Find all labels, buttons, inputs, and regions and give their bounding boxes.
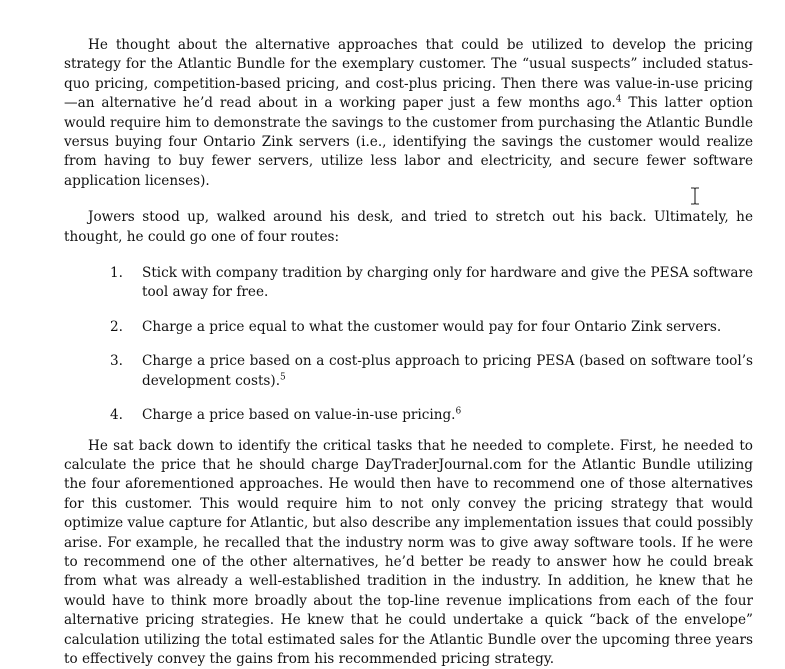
list-item-text: Charge a price based on a cost-plus approach to pricing PESA (based on software tool’s development costs).$^5$	[142, 352, 753, 391]
list-item-text: Stick with company tradition by charging only for hardware and give the PESA software tool away for free.	[142, 264, 753, 303]
list-number: 1.	[110, 264, 142, 303]
paragraph-critical-tasks: He sat back down to identify the critical tasks that he needed to complete. First, he needed to calculate the price that he should charge DayTraderJournal.com for the Atlantic Bundle utilizing the four aforementioned approaches. He would then have to recommend one of those alternatives for this customer. This would require him to not only convey the pricing strategy that would optimize value capture for Atlantic, but also describe any implementation issues that could possibly arise. For example, he recalled that the industry norm was to give away software tools. If he were to recommend one of the other alternatives, he’d better be ready to answer how he could break from what was already a well-established tradition in the industry. In addition, he knew that he would have to think more broadly about the top-line revenue implications from each of the four alternative pricing strategies. He knew that he could undertake a quick “back of the envelope” calculation utilizing the total estimated sales for the Atlantic Bundle over the upcoming three years to effectively convey the gains from his recommended pricing strategy.	[64, 437, 753, 669]
paragraph-gap	[64, 426, 753, 437]
list-number: 4.	[110, 406, 142, 425]
document-page	[64, 36, 753, 669]
list-number: 3.	[110, 352, 142, 391]
footnote-ref[interactable]: 4	[616, 95, 622, 105]
paragraph-alternative-approaches	[64, 36, 753, 191]
footnote-ref[interactable]: 5	[280, 372, 286, 382]
paragraph-gap	[64, 191, 753, 208]
paragraph-gap	[64, 247, 753, 264]
routes-list	[64, 264, 753, 425]
list-item-text: Charge a price equal to what the customer would pay for four Ontario Zink servers.	[142, 318, 753, 337]
list-number: 2.	[110, 318, 142, 337]
list-item	[64, 318, 753, 337]
footnote-ref[interactable]: 6	[456, 407, 462, 417]
paragraph-text: He thought about the alternative approaches that could be utilized to develop the pricing strategy for the Atlantic Bundle for the exemplary customer. The “usual suspects” included status-quo pricing, competition-based pricing, and cost-plus pricing. Then there was value-in-use pricing—an alternative he’d read about in a working paper just a few months ago.	[64, 37, 753, 111]
list-item	[64, 406, 753, 425]
paragraph-jowers-routes: Jowers stood up, walked around his desk, and tried to stretch out his back. Ultimately, he thought, he could go one of four routes:	[64, 208, 753, 247]
paragraph-text: This latter option would require him to demonstrate the savings to the customer from purchasing the Atlantic Bundle versus buying four Ontario Zink servers (i.e., identifying the savings the customer would realize from having to buy fewer servers, utilize less labor and electricity, and secure fewer software application licenses).	[64, 95, 753, 189]
list-item	[64, 352, 753, 391]
text-cursor-icon	[690, 187, 700, 205]
list-item-text: Charge a price based on value-in-use pricing.$^6$	[142, 406, 753, 425]
list-item	[64, 264, 753, 303]
